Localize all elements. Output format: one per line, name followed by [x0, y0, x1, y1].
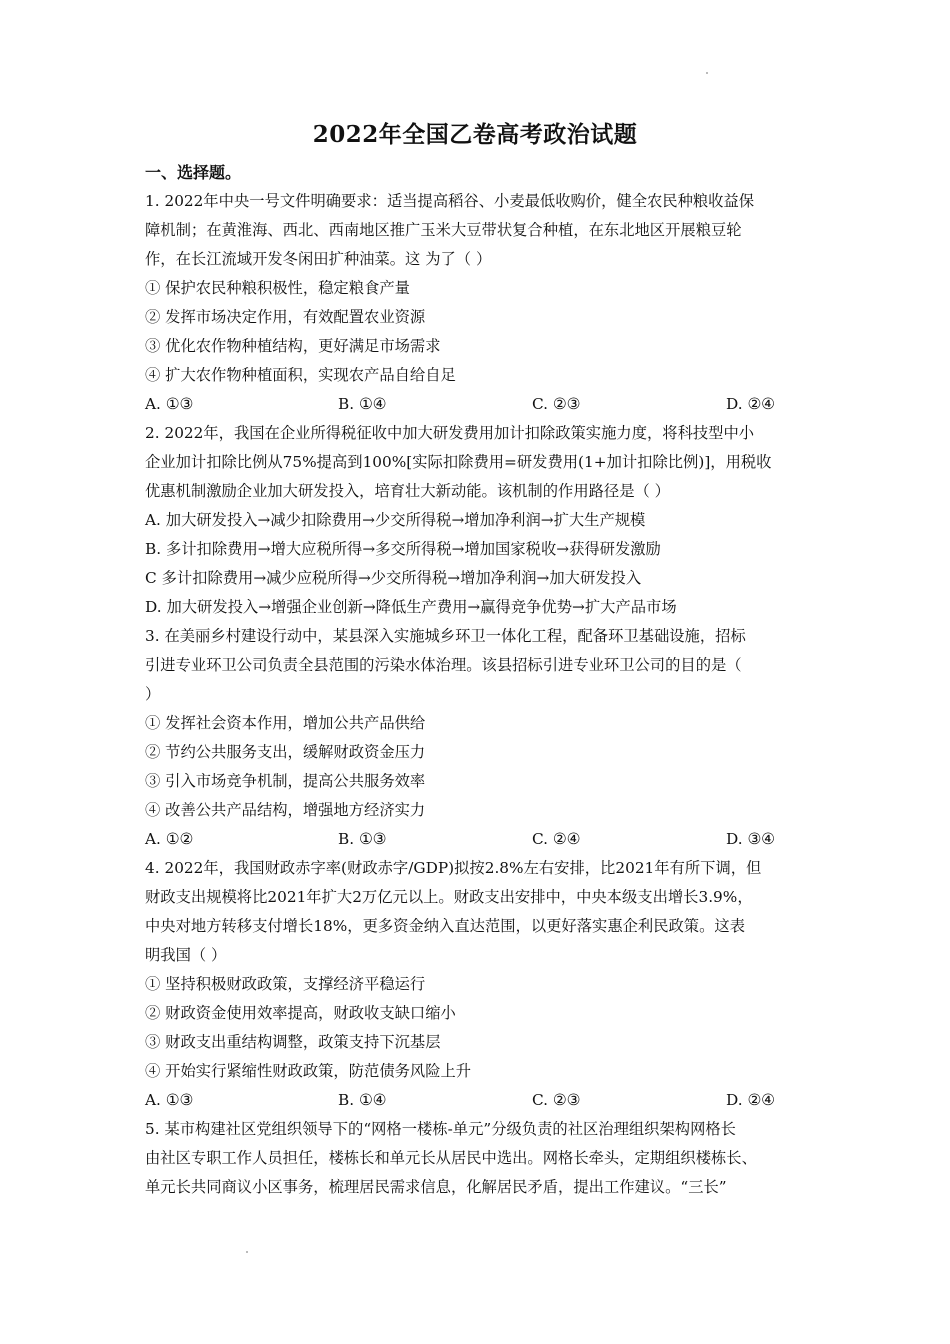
choice-d: D. ③④	[726, 830, 775, 848]
answer-choices	[145, 1086, 810, 1115]
question-3	[145, 622, 810, 854]
scan-dot	[246, 1251, 248, 1253]
questions-body	[145, 187, 810, 1202]
question-text-line: 障机制；在黄淮海、西北、西南地区推广玉米大豆带状复合种植，在东北地区开展粮豆轮	[145, 221, 742, 239]
choice-c: C. ②③	[532, 1091, 581, 1109]
choice-d: D. ②④	[726, 1091, 775, 1109]
statement-option: ② 发挥市场决定作用，有效配置农业资源	[145, 308, 426, 326]
question-text-line: 财政支出规模将比2021年扩大2万亿元以上。财政支出安排中，中央本级支出增长3.9%，	[145, 888, 753, 906]
choice-c: C 多计扣除费用→减少应税所得→少交所得税→增加净利润→加大研发投入	[145, 569, 642, 587]
statement-option: ① 发挥社会资本作用，增加公共产品供给	[145, 714, 426, 732]
choice-b: B. ①④	[338, 1091, 387, 1109]
scan-dot	[706, 72, 708, 74]
answer-choices	[145, 390, 810, 419]
choice-b: B. ①③	[338, 830, 387, 848]
choice-b: B. ①④	[338, 395, 387, 413]
question-text-line: 2. 2022年，我国在企业所得税征收中加大研发费用加计扣除政策实施力度，将科技型中小	[145, 424, 755, 442]
question-text-line: ）	[145, 685, 161, 703]
statement-option: ② 财政资金使用效率提高，财政收支缺口缩小	[145, 1004, 456, 1022]
question-text-line: 3. 在美丽乡村建设行动中，某县深入实施城乡环卫一体化工程，配备环卫基础设施，招标	[145, 627, 746, 645]
question-text-line: 明我国（ ）	[145, 946, 227, 964]
statement-option: ④ 开始实行紧缩性财政政策，防范债务风险上升	[145, 1062, 472, 1080]
answer-choices	[145, 825, 810, 854]
question-text-line: 5. 某市构建社区党组织领导下的“网格一楼栋-单元”分级负责的社区治理组织架构网格长	[145, 1120, 736, 1138]
choice-c: C. ②④	[532, 830, 581, 848]
question-text-line: 由社区专职工作人员担任，楼栋长和单元长从居民中选出。网格长牵头，定期组织楼栋长、	[145, 1149, 757, 1167]
question-1	[145, 187, 810, 419]
statement-option: ③ 财政支出重结构调整，政策支持下沉基层	[145, 1033, 441, 1051]
statement-option: ② 节约公共服务支出，缓解财政资金压力	[145, 743, 426, 761]
question-text-line: 作，在长江流域开发冬闲田扩种油菜。这 为了（ ）	[145, 250, 492, 268]
choice-a: A. ①③	[145, 395, 194, 413]
question-4	[145, 854, 810, 1115]
question-text-line: 引进专业环卫公司负责全县范围的污染水体治理。该县招标引进专业环卫公司的目的是（	[145, 656, 742, 674]
question-2	[145, 419, 810, 622]
question-text-line: 4. 2022年，我国财政赤字率(财政赤字/GDP)拟按2.8%左右安排，比2021年有所下调，但	[145, 859, 762, 877]
choice-c: C. ②③	[532, 395, 581, 413]
statement-option: ① 保护农民种粮积极性，稳定粮食产量	[145, 279, 410, 297]
question-text-line: 单元长共同商议小区事务，梳理居民需求信息，化解居民矛盾，提出工作建议。“三长”	[145, 1178, 727, 1196]
page-title: 2022年全国乙卷高考政治试题	[312, 121, 638, 148]
question-text-line: 优惠机制激励企业加大研发投入，培育壮大新动能。该机制的作用路径是（ ）	[145, 482, 670, 500]
section-heading: 一、选择题。	[145, 163, 242, 182]
choice-d: D. ②④	[726, 395, 775, 413]
question-text-line: 1. 2022年中央一号文件明确要求：适当提高稻谷、小麦最低收购价，健全农民种粮收益保	[145, 192, 755, 210]
statement-option: ④ 改善公共产品结构，增强地方经济实力	[145, 801, 426, 819]
choice-b: B. 多计扣除费用→增大应税所得→多交所得税→增加国家税收→获得研发激励	[145, 540, 661, 558]
statement-option: ① 坚持积极财政政策，支撑经济平稳运行	[145, 975, 426, 993]
statement-option: ③ 优化农作物种植结构，更好满足市场需求	[145, 337, 441, 355]
statement-option: ④ 扩大农作物种植面积，实现农产品自给自足	[145, 366, 456, 384]
question-text-line: 企业加计扣除比例从75%提高到100%[实际扣除费用=研发费用(1+加计扣除比例)]，用税收	[145, 453, 772, 471]
question-text-line: 中央对地方转移支付增长18%，更多资金纳入直达范围，以更好落实惠企利民政策。这表	[145, 917, 745, 935]
choice-a: A. ①③	[145, 1091, 194, 1109]
choice-d: D. 加大研发投入→增强企业创新→降低生产费用→赢得竞争优势→扩大产品市场	[145, 598, 677, 616]
question-5	[145, 1115, 810, 1202]
statement-option: ③ 引入市场竞争机制，提高公共服务效率	[145, 772, 426, 790]
choice-a: A. ①②	[145, 830, 194, 848]
choice-a: A. 加大研发投入→减少扣除费用→少交所得税→增加净利润→扩大生产规模	[145, 511, 646, 529]
